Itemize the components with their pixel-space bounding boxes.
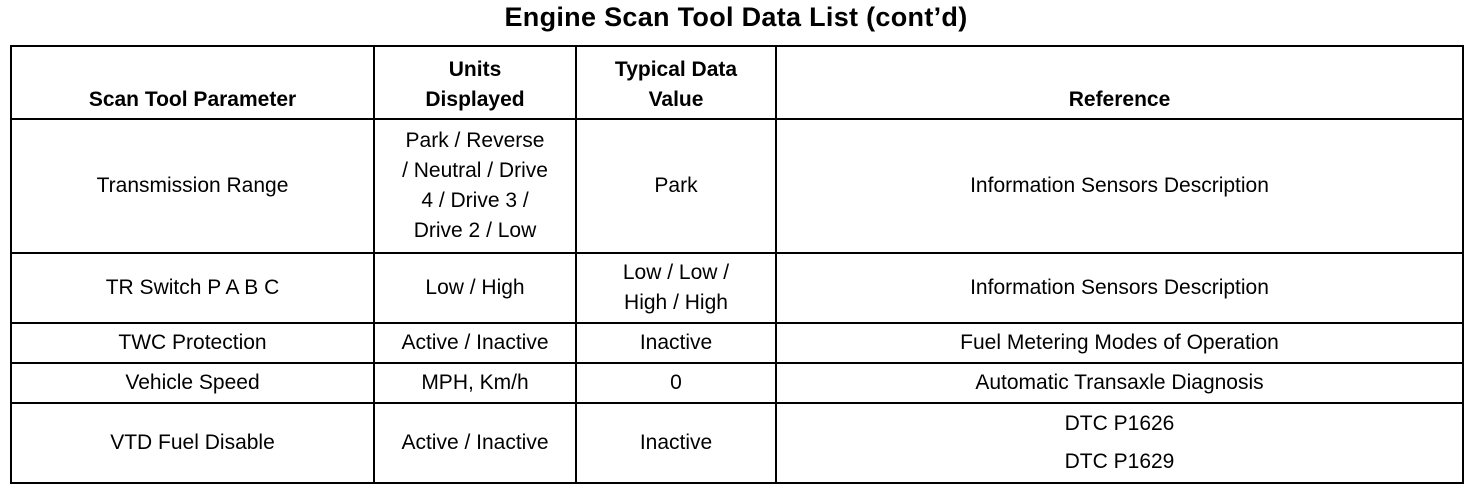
column-header-units xyxy=(374,46,576,119)
cell-typical-line: High / High xyxy=(624,291,728,314)
cell-parameter: TWC Protection xyxy=(11,323,374,363)
table-header-row xyxy=(11,46,1463,119)
cell-reference-line: DTC P1629 xyxy=(1064,450,1175,473)
column-header-parameter: Scan Tool Parameter xyxy=(11,46,374,119)
table-row xyxy=(11,403,1463,483)
table-row xyxy=(11,119,1463,253)
cell-typical-line: Low / Low / xyxy=(622,261,730,284)
cell-units xyxy=(374,119,576,253)
cell-units: Active / Inactive xyxy=(374,323,576,363)
column-header-units-line2: Displayed xyxy=(425,88,525,111)
cell-typical-value: Park xyxy=(576,119,776,253)
column-header-typical-line1: Typical Data xyxy=(614,58,738,81)
cell-reference xyxy=(776,403,1463,483)
cell-reference-line: DTC P1626 xyxy=(1064,412,1175,435)
cell-reference: Fuel Metering Modes of Operation xyxy=(776,323,1463,363)
cell-typical-value: 0 xyxy=(576,363,776,403)
cell-reference: Automatic Transaxle Diagnosis xyxy=(776,363,1463,403)
cell-units-line: / Neutral / Drive xyxy=(402,159,548,182)
column-header-reference: Reference xyxy=(776,46,1463,119)
cell-typical-value: Inactive xyxy=(576,403,776,483)
cell-parameter: Vehicle Speed xyxy=(11,363,374,403)
cell-reference: Information Sensors Description xyxy=(776,119,1463,253)
cell-units: Active / Inactive xyxy=(374,403,576,483)
cell-units-line: 4 / Drive 3 / xyxy=(421,189,529,212)
table-row xyxy=(11,253,1463,323)
cell-typical-value xyxy=(576,253,776,323)
page-title: Engine Scan Tool Data List (cont’d) xyxy=(504,2,968,32)
cell-parameter: TR Switch P A B C xyxy=(11,253,374,323)
column-header-units-line1: Units xyxy=(448,58,502,81)
cell-reference: Information Sensors Description xyxy=(776,253,1463,323)
cell-parameter: VTD Fuel Disable xyxy=(11,403,374,483)
cell-units: MPH, Km/h xyxy=(374,363,576,403)
table-row xyxy=(11,323,1463,363)
scan-tool-data-table xyxy=(10,45,1464,484)
column-header-typical-value xyxy=(576,46,776,119)
cell-units: Low / High xyxy=(374,253,576,323)
cell-units-line: Park / Reverse xyxy=(405,129,545,152)
cell-units-line: Drive 2 / Low xyxy=(413,219,537,242)
column-header-typical-line2: Value xyxy=(648,88,704,111)
cell-parameter: Transmission Range xyxy=(11,119,374,253)
cell-typical-value: Inactive xyxy=(576,323,776,363)
table-row xyxy=(11,363,1463,403)
